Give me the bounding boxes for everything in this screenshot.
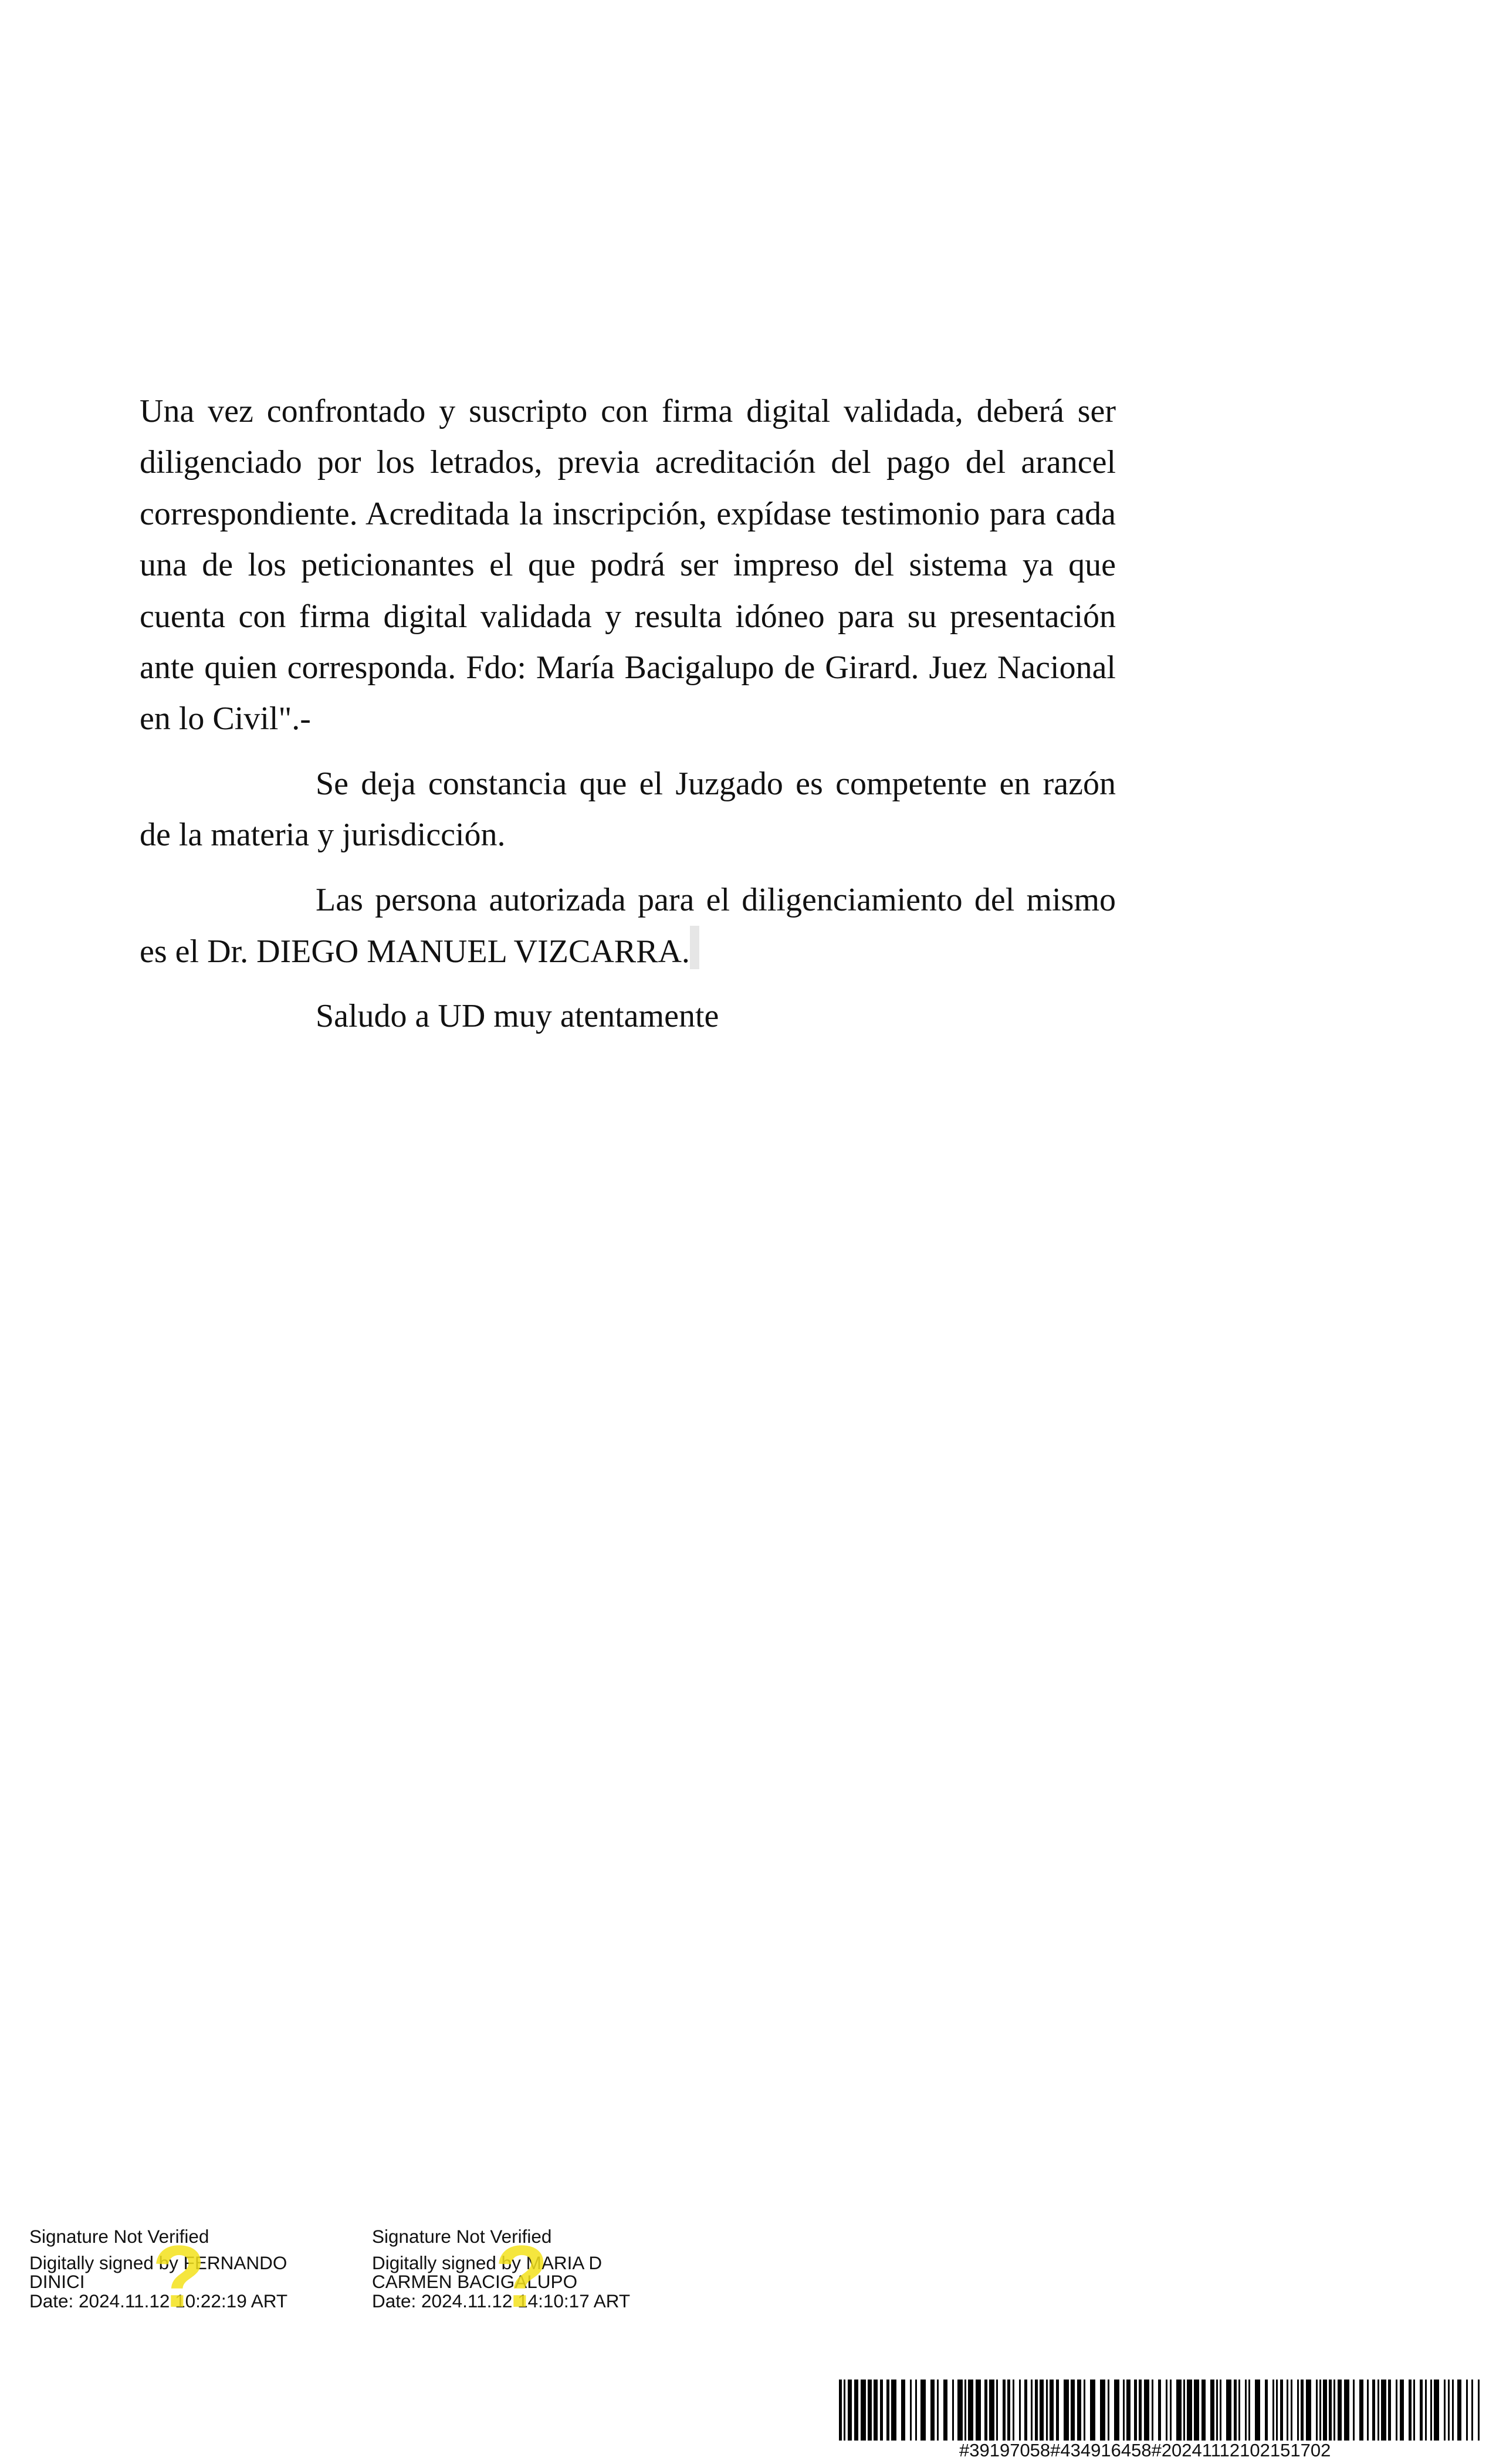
signature-signer-name: CARMEN BACIGALUPO bbox=[372, 2271, 578, 2293]
signature-signed-by: Digitally signed by MARIA D bbox=[372, 2252, 603, 2273]
signature-status: Signature Not Verified bbox=[29, 2226, 209, 2247]
signature-status: Signature Not Verified bbox=[372, 2226, 552, 2247]
paragraph-3-text: Las persona autorizada para el diligenciamiento del mismo es el Dr. DIEGO MANUEL VIZCARRA. bbox=[140, 881, 1116, 970]
signature-date: Date: 2024.11.12 10:22:19 ART bbox=[29, 2290, 288, 2311]
barcode-number: #39197058#434916458#20241112102151702 bbox=[959, 2440, 1331, 2460]
paragraph-2: Se deja constancia que el Juzgado es competente en razón de la materia y jurisdicción. bbox=[140, 765, 1116, 854]
signature-block-2 bbox=[372, 2226, 631, 2316]
svg-text:?: ? bbox=[152, 2233, 206, 2316]
signature-signer-name: DINICI bbox=[29, 2271, 85, 2293]
signature-signed-by: Digitally signed by FERNANDO bbox=[29, 2252, 287, 2273]
svg-text:?: ? bbox=[495, 2233, 549, 2316]
text-cursor-highlight bbox=[690, 926, 699, 969]
signature-date: Date: 2024.11.12 14:10:17 ART bbox=[372, 2290, 631, 2311]
letter-body bbox=[140, 386, 1116, 1043]
barcode-bars bbox=[833, 2380, 1490, 2441]
signature-block-1 bbox=[29, 2226, 288, 2316]
paragraph-1: Una vez confrontado y suscripto con firma digital validada, deberá ser diligenciado por los letrados, previa acreditación del pago del arancel correspondiente. Acreditada la inscripción, expídase testimonio para cada una de los peticionantes el que podrá ser impreso del sistema ya que cuenta con firma digital validada y resulta idóneo para su presentación ante quien corresponda. Fdo: María Bacigalupo de Girard. Juez Nacional en lo Civil".- bbox=[140, 393, 1116, 737]
barcode bbox=[833, 2380, 1490, 2462]
closing-line: Saludo a UD muy atentamente bbox=[316, 998, 719, 1035]
paragraph-3 bbox=[140, 875, 1116, 978]
